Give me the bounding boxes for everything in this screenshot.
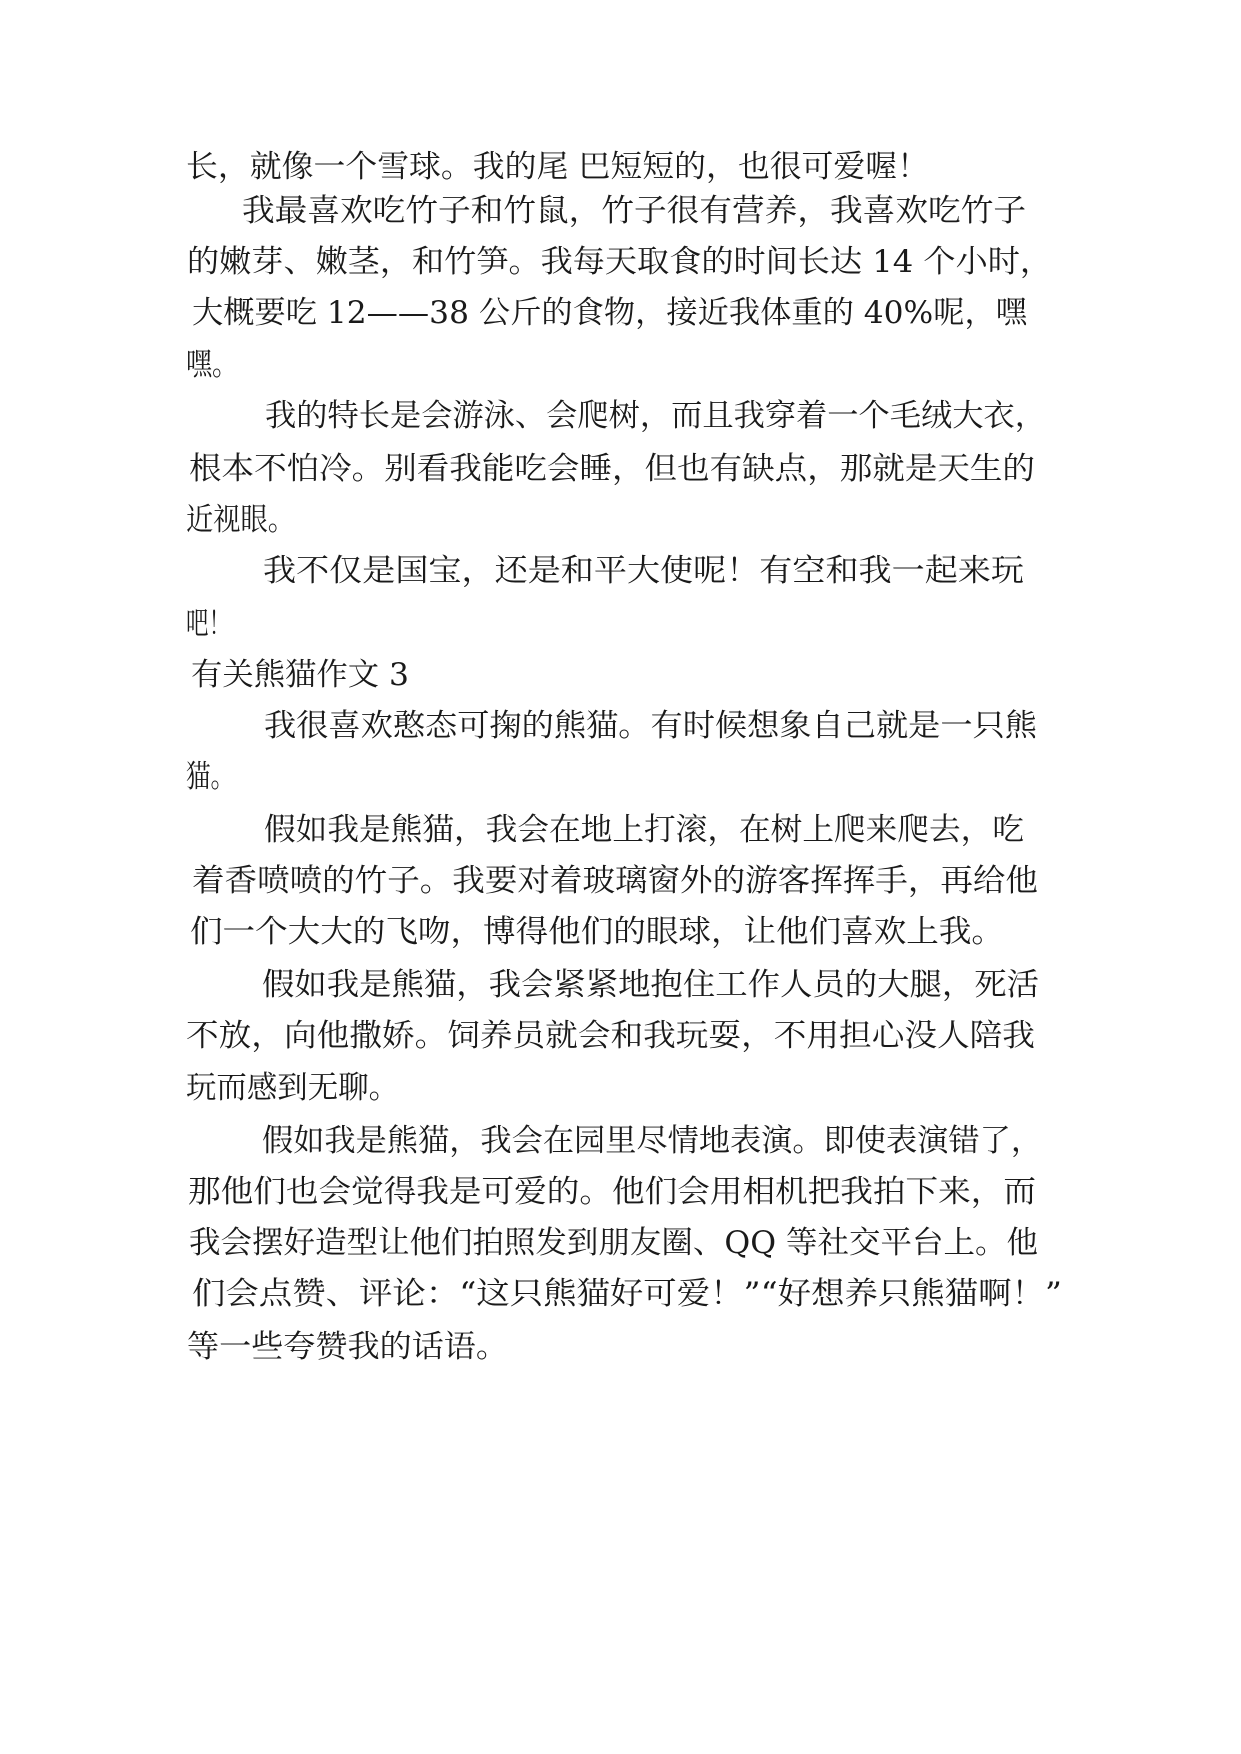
paragraph-2-line-3: 大概要吃 12——38 公斤的食物，接近我体重的 40%呢，嘿 <box>192 295 1027 331</box>
paragraph-3-line-2: 根本不怕冷。别看我能吃会睡，但也有缺点，那就是天生的 <box>189 451 1035 487</box>
paragraph-8-line-4: 们会点赞、评论：“这只熊猫好可爱！”“好想养只熊猫啊！” <box>192 1276 1062 1312</box>
paragraph-1-line-1: 长，就像一个雪球。我的尾 巴短短的，也很可爱喔！ <box>186 149 930 185</box>
paragraph-3-line-3: 近视眼。 <box>186 502 295 538</box>
paragraph-7-line-3: 玩而感到无聊。 <box>186 1070 400 1106</box>
paragraph-6-line-1: 假如我是熊猫，我会在地上打滚，在树上爬来爬去，吃 <box>264 812 1024 848</box>
paragraph-2-line-2: 的嫩芽、嫩茎，和竹笋。我每天取食的时间长达 14 个小时， <box>187 244 1053 280</box>
paragraph-2-line-1: 我最喜欢吃竹子和竹鼠，竹子很有营养，我喜欢吃竹子 <box>242 193 1027 229</box>
paragraph-7-line-1: 假如我是熊猫，我会紧紧地抱住工作人员的大腿，死活 <box>262 967 1040 1003</box>
paragraph-8-line-5: 等一些夸赞我的话语。 <box>187 1329 509 1365</box>
section-heading: 有关熊猫作文 3 <box>191 657 409 693</box>
paragraph-6-line-2: 着香喷喷的竹子。我要对着玻璃窗外的游客挥挥手，再给他 <box>192 863 1038 899</box>
paragraph-4-line-1: 我不仅是国宝，还是和平大使呢！有空和我一起来玩 <box>263 553 1024 589</box>
paragraph-6-line-3: 们一个大大的飞吻，博得他们的眼球，让他们喜欢上我。 <box>190 914 1004 950</box>
paragraph-8-line-1: 假如我是熊猫，我会在园里尽情地表演。即使表演错了， <box>262 1123 1043 1159</box>
paragraph-5-line-1: 我很喜欢憨态可掬的熊猫。有时候想象自己就是一只熊 <box>264 708 1038 744</box>
paragraph-4-line-2: 吧！ <box>186 606 231 642</box>
paragraph-7-line-2: 不放，向他撒娇。饲养员就会和我玩耍，不用担心没人陪我 <box>186 1018 1035 1054</box>
paragraph-8-line-3: 我会摆好造型让他们拍照发到朋友圈、QQ 等社交平台上。他 <box>189 1225 1038 1261</box>
paragraph-3-line-1: 我的特长是会游泳、会爬树，而且我穿着一个毛绒大衣， <box>265 398 1046 434</box>
paragraph-8-line-2: 那他们也会觉得我是可爱的。他们会用相机把我拍下来，而 <box>188 1174 1036 1210</box>
paragraph-5-line-2: 猫。 <box>186 759 235 795</box>
paragraph-2-line-4: 嘿。 <box>186 347 238 383</box>
